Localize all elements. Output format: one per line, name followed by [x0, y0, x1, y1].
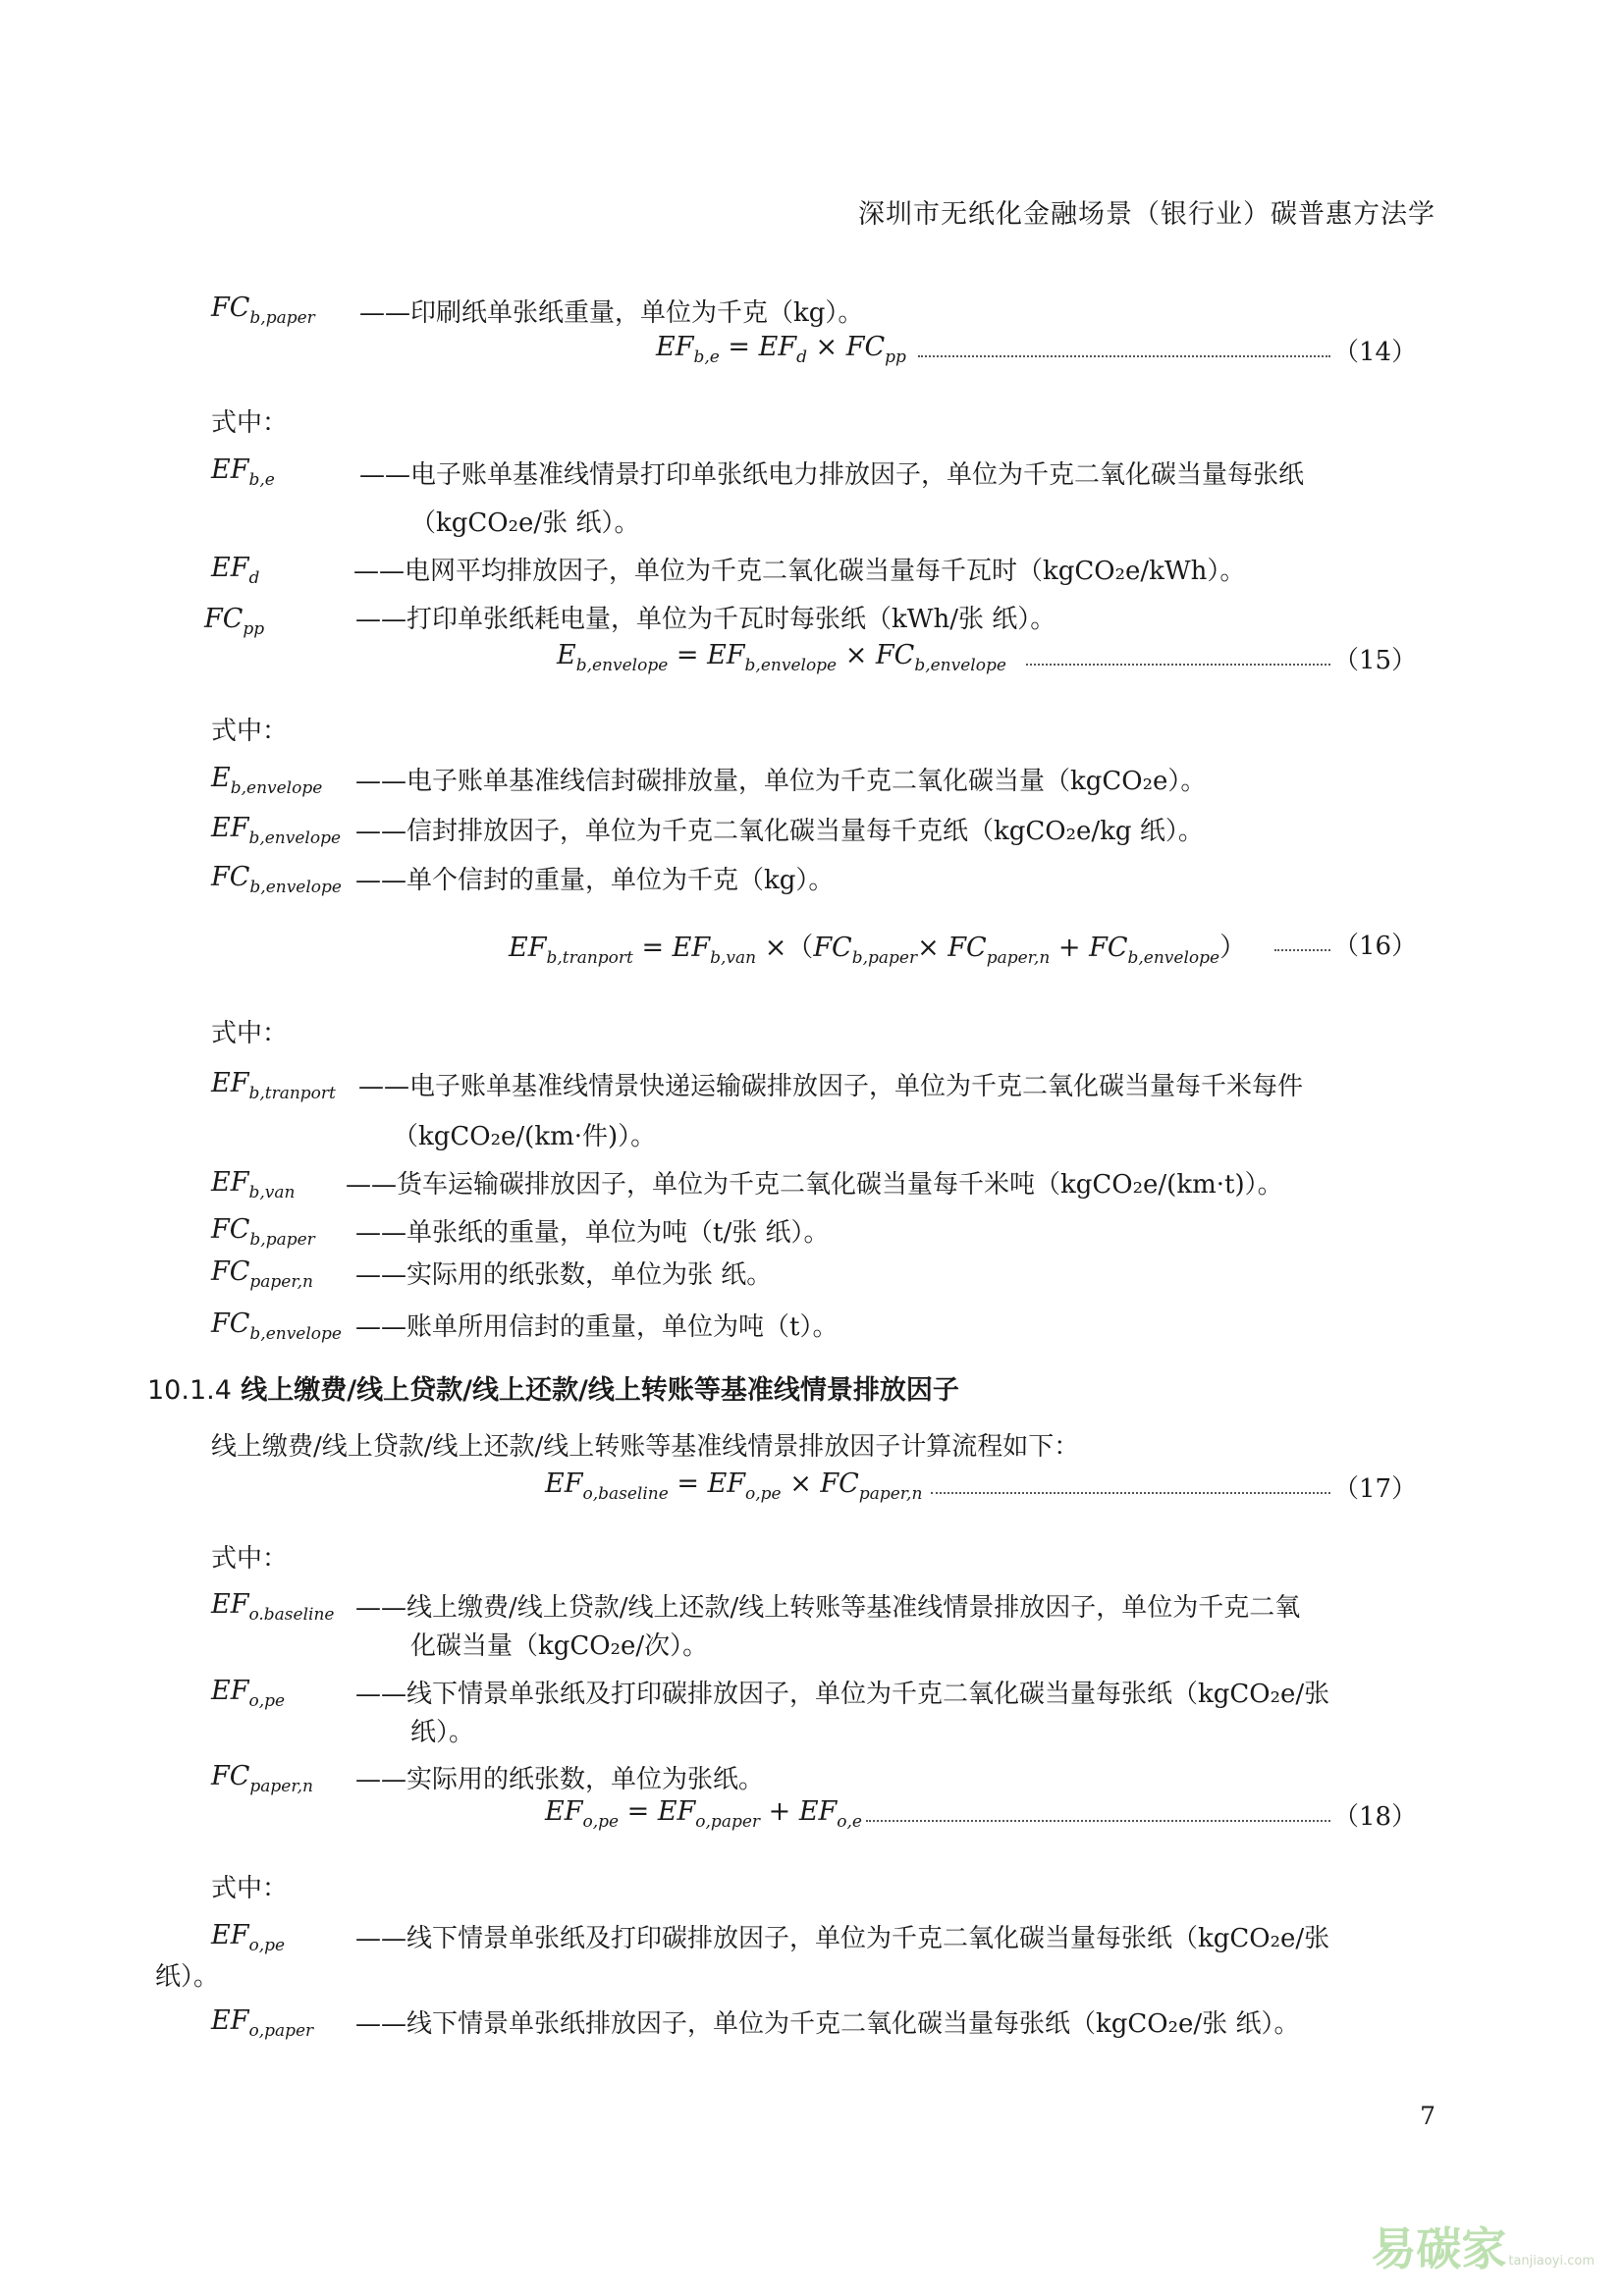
- page-number: 7: [1420, 2102, 1435, 2130]
- running-header: 深圳市无纸化金融场景（银行业）碳普惠方法学: [858, 199, 1435, 230]
- symbol-FC-paper-n-2: $FC_{paper,n}$: [211, 1761, 313, 1796]
- symbol-EF-o-paper: $EF_{o,paper}$: [211, 2005, 314, 2041]
- equation-15: $E_{b,envelope} = EF_{b,envelope} \times FC_{b,envelope}$: [557, 640, 1006, 675]
- symbol-E-b-envelope: $E_{b,envelope}$: [211, 763, 323, 798]
- equation-leader-dots: [1026, 664, 1330, 666]
- where-label: 式中：: [211, 717, 289, 746]
- definition-EF-o-pe-cont: 纸）。: [410, 1718, 475, 1747]
- watermark-logo: 易碳家 tanjiaoyi.com: [1371, 2222, 1595, 2275]
- section-heading-10-1-4: 10.1.4 线上缴费/线上贷款/线上还款/线上转账等基准线情景排放因子: [147, 1375, 959, 1406]
- definition-EF-o-baseline-cont: 化碳当量（kgCO₂e/次）。: [410, 1631, 709, 1661]
- where-label: 式中：: [211, 408, 289, 438]
- symbol-FC-b-envelope-2: $FC_{b,envelope}$: [211, 1308, 342, 1344]
- definition-FC-paper-n: ——实际用的纸张数，单位为张 纸。: [355, 1260, 773, 1290]
- definition-EF-o-paper: ——线下情景单张纸排放因子，单位为千克二氧化碳当量每张纸（kgCO₂e/张 纸）。: [355, 2009, 1300, 2039]
- definition-FC-b-envelope-2: ——账单所用信封的重量，单位为吨（t）。: [355, 1312, 839, 1342]
- symbol-FC-pp: $FC_{pp}$: [204, 604, 265, 639]
- definition-EF-b-e: ——电子账单基准线情景打印单张纸电力排放因子，单位为千克二氧化碳当量每张纸: [359, 460, 1305, 490]
- equation-17: $EF_{o,baseline} = EF_{o,pe} \times FC_{paper,n}$: [545, 1468, 923, 1504]
- symbol-EF-b-e: $EF_{b,e}$: [211, 454, 275, 490]
- symbol-FC-paper-n: $FC_{paper,n}$: [211, 1256, 313, 1292]
- symbol-EF-o-pe-2: $EF_{o,pe}$: [211, 1920, 286, 1955]
- definition-EF-b-tranport-cont: （kgCO₂e/(km·件)）。: [393, 1122, 657, 1151]
- definition-FC-paper-n-2: ——实际用的纸张数，单位为张纸。: [355, 1765, 765, 1794]
- where-label: 式中：: [211, 1874, 289, 1903]
- equation-leader-dots: [918, 355, 1330, 357]
- definition-EF-d: ——电网平均排放因子，单位为千克二氧化碳当量每千瓦时（kgCO₂e/kWh）。: [353, 557, 1246, 586]
- equation-number-14: （14）: [1333, 338, 1418, 367]
- equation-number-16: （16）: [1333, 932, 1418, 961]
- symbol-EF-d: $EF_d$: [211, 553, 260, 588]
- where-label: 式中：: [211, 1019, 289, 1048]
- symbol-FC-b-paper-2: $FC_{b,paper}$: [211, 1214, 315, 1250]
- definition-FC-b-paper: ——印刷纸单张纸重量，单位为千克（kg）。: [359, 298, 864, 328]
- definition-EF-o-baseline: ——线上缴费/线上贷款/线上还款/线上转账等基准线情景排放因子，单位为千克二氧: [355, 1593, 1301, 1623]
- definition-EF-o-pe-2: ——线下情景单张纸及打印碳排放因子，单位为千克二氧化碳当量每张纸（kgCO₂e/张: [355, 1924, 1330, 1953]
- definition-EF-b-tranport: ——电子账单基准线情景快递运输碳排放因子，单位为千克二氧化碳当量每千米每件: [358, 1072, 1304, 1101]
- equation-number-18: （18）: [1333, 1802, 1418, 1832]
- symbol-EF-b-van: $EF_{b,van}$: [211, 1167, 296, 1202]
- definition-EF-b-van: ——货车运输碳排放因子，单位为千克二氧化碳当量每千米吨（kgCO₂e/(km·t)）。: [346, 1170, 1283, 1200]
- section-intro: 线上缴费/线上贷款/线上还款/线上转账等基准线情景排放因子计算流程如下：: [211, 1432, 1080, 1462]
- definition-FC-pp: ——打印单张纸耗电量，单位为千瓦时每张纸（kWh/张 纸）。: [355, 605, 1056, 634]
- where-label: 式中：: [211, 1544, 289, 1574]
- definition-EF-o-pe-2-cont: 纸）。: [155, 1962, 220, 1992]
- equation-16: $EF_{b,tranport} = EF_{b,van} \times(FC_{b,paper}\times FC_{paper,n} + FC_{b,envelope})$: [509, 933, 1247, 968]
- symbol-FC-b-paper: $FC_{b,paper}$: [211, 293, 315, 328]
- definition-EF-b-e-cont: （kgCO₂e/张 纸）。: [410, 508, 640, 538]
- definition-FC-b-envelope: ——单个信封的重量，单位为千克（kg）。: [355, 866, 835, 895]
- equation-14: $EF_{b,e} = EF_d \times FC_{pp}$: [656, 332, 906, 367]
- equation-leader-dots: [866, 1820, 1330, 1822]
- equation-number-15: （15）: [1333, 646, 1418, 675]
- definition-FC-b-paper-2: ——单张纸的重量，单位为吨（t/张 纸）。: [355, 1218, 830, 1248]
- definition-E-b-envelope: ——电子账单基准线信封碳排放量，单位为千克二氧化碳当量（kgCO₂e）。: [355, 767, 1207, 796]
- equation-leader-dots: [931, 1492, 1330, 1494]
- definition-EF-b-envelope: ——信封排放因子，单位为千克二氧化碳当量每千克纸（kgCO₂e/kg 纸）。: [355, 817, 1204, 846]
- definition-EF-o-pe: ——线下情景单张纸及打印碳排放因子，单位为千克二氧化碳当量每张纸（kgCO₂e/张: [355, 1680, 1330, 1709]
- equation-18: $EF_{o,pe} = EF_{o,paper} + EF_{o,e}$: [545, 1796, 862, 1832]
- symbol-EF-o-baseline: $EF_{o.baseline}$: [211, 1589, 335, 1625]
- symbol-FC-b-envelope: $FC_{b,envelope}$: [211, 862, 342, 897]
- symbol-EF-b-envelope: $EF_{b,envelope}$: [211, 813, 342, 848]
- symbol-EF-o-pe: $EF_{o,pe}$: [211, 1676, 286, 1711]
- symbol-EF-b-tranport: $EF_{b,tranport}$: [211, 1068, 336, 1103]
- equation-leader-dots: [1274, 949, 1330, 951]
- equation-number-17: （17）: [1333, 1474, 1418, 1504]
